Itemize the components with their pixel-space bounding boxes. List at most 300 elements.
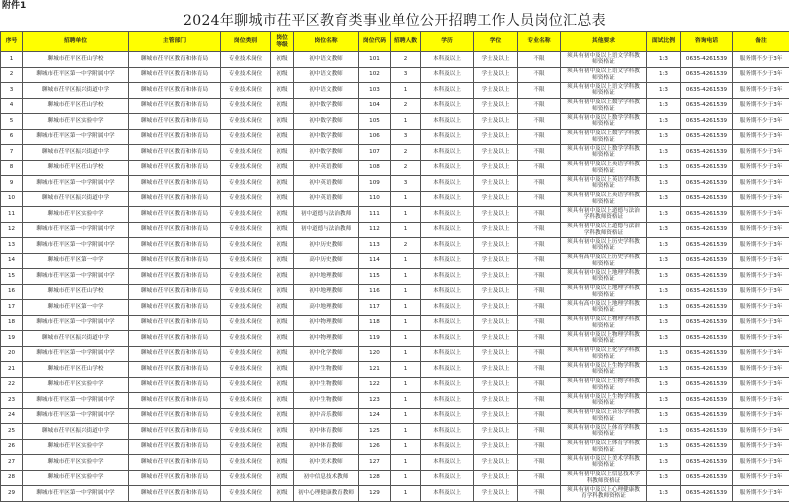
cell-remark: 服务期不少于3年 [733,393,789,409]
cell-seq: 12 [1,222,23,238]
column-header-interview-ratio: 面试比例 [647,32,681,52]
cell-education: 本科及以上 [421,52,474,68]
cell-seq: 24 [1,408,23,424]
cell-major: 不限 [518,377,561,393]
cell-major: 不限 [518,346,561,362]
cell-interview-ratio: 1:3 [647,424,681,440]
cell-major: 不限 [518,222,561,238]
cell-post-code: 119 [359,331,391,347]
cell-seq: 7 [1,145,23,161]
cell-post-category: 专业技术岗位 [221,176,271,192]
cell-post-level: 初级 [271,470,294,486]
cell-department: 聊城市茌平区教育和体育局 [129,470,221,486]
cell-department: 聊城市茌平区教育和体育局 [129,222,221,238]
cell-major: 不限 [518,284,561,300]
cell-education: 本科及以上 [421,114,474,130]
cell-degree: 学士及以上 [474,393,518,409]
cell-department: 聊城市茌平区教育和体育局 [129,207,221,223]
cell-phone: 0635-4261539 [681,176,733,192]
cell-interview-ratio: 1:3 [647,269,681,285]
cell-post-name: 初中英语教师 [294,176,359,192]
cell-post-level: 初级 [271,129,294,145]
cell-remark: 服务期不少于3年 [733,98,789,114]
cell-post-category: 专业技术岗位 [221,486,271,502]
cell-education: 本科及以上 [421,129,474,145]
column-header-degree: 学位 [474,32,518,52]
cell-remark: 服务期不少于3年 [733,269,789,285]
cell-post-code: 115 [359,269,391,285]
cell-other-requirements: 须具有初中及以上数学学科教师资格证 [561,114,647,130]
cell-post-category: 专业技术岗位 [221,408,271,424]
cell-post-category: 专业技术岗位 [221,160,271,176]
cell-education: 本科及以上 [421,408,474,424]
table-row [1,424,789,440]
cell-post-code: 122 [359,377,391,393]
cell-remark: 服务期不少于3年 [733,377,789,393]
cell-headcount: 1 [391,253,421,269]
cell-post-code: 108 [359,160,391,176]
cell-education: 本科及以上 [421,222,474,238]
column-header-other-requirements: 其他要求 [561,32,647,52]
cell-education: 本科及以上 [421,176,474,192]
cell-education: 本科及以上 [421,191,474,207]
cell-major: 不限 [518,253,561,269]
cell-unit: 聊城市茌平区茌山学校 [23,160,129,176]
cell-post-code: 128 [359,470,391,486]
cell-remark: 服务期不少于3年 [733,408,789,424]
table-row [1,160,789,176]
cell-degree: 学士及以上 [474,129,518,145]
cell-phone: 0635-4261539 [681,300,733,316]
cell-interview-ratio: 1:3 [647,300,681,316]
cell-seq: 25 [1,424,23,440]
cell-post-name: 初中生物教师 [294,362,359,378]
cell-post-category: 专业技术岗位 [221,284,271,300]
cell-interview-ratio: 1:3 [647,191,681,207]
cell-unit: 聊城市茌平区振兴街道中学 [23,331,129,347]
cell-education: 本科及以上 [421,331,474,347]
cell-department: 聊城市茌平区教育和体育局 [129,191,221,207]
cell-post-level: 初级 [271,284,294,300]
page-title: 2024年聊城市茌平区教育类事业单位公开招聘工作人员岗位汇总表 [0,12,789,31]
cell-department: 聊城市茌平区教育和体育局 [129,98,221,114]
cell-seq: 11 [1,207,23,223]
cell-post-category: 专业技术岗位 [221,114,271,130]
cell-phone: 0635-4261539 [681,67,733,83]
cell-degree: 学士及以上 [474,253,518,269]
cell-major: 不限 [518,300,561,316]
cell-post-code: 117 [359,300,391,316]
cell-post-category: 专业技术岗位 [221,207,271,223]
cell-phone: 0635-4261539 [681,377,733,393]
cell-remark: 服务期不少于3年 [733,315,789,331]
cell-post-level: 初级 [271,455,294,471]
cell-post-category: 专业技术岗位 [221,300,271,316]
cell-interview-ratio: 1:3 [647,222,681,238]
cell-phone: 0635-4261539 [681,315,733,331]
cell-education: 本科及以上 [421,284,474,300]
cell-post-level: 初级 [271,269,294,285]
cell-unit: 聊城市茌平区实验中学 [23,439,129,455]
cell-education: 本科及以上 [421,67,474,83]
column-header-post-code: 岗位代码 [359,32,391,52]
cell-department: 聊城市茌平区教育和体育局 [129,284,221,300]
cell-other-requirements: 须具有初中及以上美术学科教师资格证 [561,455,647,471]
cell-remark: 服务期不少于3年 [733,346,789,362]
cell-education: 本科及以上 [421,83,474,99]
cell-remark: 服务期不少于3年 [733,52,789,68]
cell-post-code: 101 [359,52,391,68]
cell-interview-ratio: 1:3 [647,377,681,393]
cell-seq: 16 [1,284,23,300]
cell-department: 聊城市茌平区教育和体育局 [129,160,221,176]
cell-department: 聊城市茌平区教育和体育局 [129,83,221,99]
cell-headcount: 2 [391,160,421,176]
cell-interview-ratio: 1:3 [647,160,681,176]
cell-post-level: 初级 [271,114,294,130]
cell-department: 聊城市茌平区教育和体育局 [129,377,221,393]
cell-post-code: 112 [359,222,391,238]
cell-interview-ratio: 1:3 [647,238,681,254]
cell-other-requirements: 须具有初中及以上道德与法治学科教师资格证 [561,222,647,238]
cell-post-level: 初级 [271,52,294,68]
cell-education: 本科及以上 [421,238,474,254]
cell-unit: 聊城市茌平区实验中学 [23,455,129,471]
cell-remark: 服务期不少于3年 [733,331,789,347]
cell-unit: 聊城市茌平区振兴街道中学 [23,83,129,99]
cell-interview-ratio: 1:3 [647,129,681,145]
cell-phone: 0635-4261539 [681,114,733,130]
cell-seq: 19 [1,331,23,347]
cell-post-code: 113 [359,238,391,254]
cell-interview-ratio: 1:3 [647,331,681,347]
column-header-seq: 序号 [1,32,23,52]
cell-phone: 0635-4261539 [681,284,733,300]
cell-post-category: 专业技术岗位 [221,362,271,378]
cell-degree: 学士及以上 [474,83,518,99]
cell-headcount: 1 [391,393,421,409]
cell-interview-ratio: 1:3 [647,393,681,409]
cell-seq: 14 [1,253,23,269]
cell-post-code: 114 [359,253,391,269]
cell-post-name: 初中体育教师 [294,424,359,440]
cell-degree: 学士及以上 [474,207,518,223]
cell-headcount: 2 [391,52,421,68]
cell-education: 本科及以上 [421,486,474,502]
table-row [1,207,789,223]
cell-degree: 学士及以上 [474,377,518,393]
cell-post-category: 专业技术岗位 [221,346,271,362]
cell-major: 不限 [518,176,561,192]
cell-other-requirements: 须具有初中及以上道德与法治学科教师资格证 [561,207,647,223]
cell-department: 聊城市茌平区教育和体育局 [129,176,221,192]
table-row [1,129,789,145]
cell-interview-ratio: 1:3 [647,207,681,223]
cell-unit: 聊城市茌平区实验中学 [23,207,129,223]
cell-post-code: 104 [359,98,391,114]
cell-remark: 服务期不少于3年 [733,176,789,192]
cell-headcount: 3 [391,129,421,145]
cell-post-code: 121 [359,362,391,378]
cell-headcount: 1 [391,331,421,347]
cell-phone: 0635-4261539 [681,83,733,99]
cell-headcount: 1 [391,114,421,130]
cell-department: 聊城市茌平区教育和体育局 [129,455,221,471]
cell-post-level: 初级 [271,300,294,316]
cell-degree: 学士及以上 [474,52,518,68]
cell-post-level: 初级 [271,176,294,192]
cell-headcount: 1 [391,362,421,378]
cell-remark: 服务期不少于3年 [733,160,789,176]
cell-post-category: 专业技术岗位 [221,222,271,238]
cell-unit: 聊城市茌平区第一中学附属中学 [23,269,129,285]
cell-unit: 聊城市茌平区第一中学附属中学 [23,315,129,331]
cell-department: 聊城市茌平区教育和体育局 [129,269,221,285]
cell-department: 聊城市茌平区教育和体育局 [129,238,221,254]
cell-other-requirements: 须具有初中及以上数学学科教师资格证 [561,129,647,145]
cell-post-code: 110 [359,191,391,207]
cell-degree: 学士及以上 [474,424,518,440]
cell-post-name: 初中英语教师 [294,191,359,207]
cell-interview-ratio: 1:3 [647,67,681,83]
cell-major: 不限 [518,114,561,130]
cell-post-category: 专业技术岗位 [221,83,271,99]
cell-seq: 17 [1,300,23,316]
cell-headcount: 1 [391,439,421,455]
cell-post-name: 初中生物教师 [294,377,359,393]
cell-remark: 服务期不少于3年 [733,486,789,502]
cell-phone: 0635-4261539 [681,222,733,238]
cell-post-level: 初级 [271,238,294,254]
cell-post-name: 初中道德与法治教师 [294,222,359,238]
cell-education: 本科及以上 [421,377,474,393]
cell-post-name: 初中体育教师 [294,439,359,455]
cell-degree: 学士及以上 [474,486,518,502]
cell-remark: 服务期不少于3年 [733,222,789,238]
cell-post-category: 专业技术岗位 [221,377,271,393]
table-row [1,455,789,471]
column-header-phone: 咨询电话 [681,32,733,52]
cell-major: 不限 [518,52,561,68]
cell-other-requirements: 须具有初中及以上地理学科教师资格证 [561,269,647,285]
cell-other-requirements: 须具有初中及以上历史学科教师资格证 [561,238,647,254]
cell-phone: 0635-4261539 [681,238,733,254]
cell-education: 本科及以上 [421,470,474,486]
cell-seq: 8 [1,160,23,176]
cell-education: 本科及以上 [421,393,474,409]
cell-interview-ratio: 1:3 [647,362,681,378]
cell-unit: 聊城市茌平区实验中学 [23,377,129,393]
cell-degree: 学士及以上 [474,300,518,316]
cell-degree: 学士及以上 [474,238,518,254]
table-row [1,114,789,130]
cell-other-requirements: 须具有初中及以上英语学科教师资格证 [561,160,647,176]
cell-post-level: 初级 [271,98,294,114]
cell-post-category: 专业技术岗位 [221,393,271,409]
column-header-unit: 招聘单位 [23,32,129,52]
table-row [1,253,789,269]
cell-phone: 0635-4261539 [681,346,733,362]
cell-post-code: 124 [359,408,391,424]
cell-unit: 聊城市茌平区振兴街道中学 [23,145,129,161]
cell-post-level: 初级 [271,253,294,269]
cell-headcount: 1 [391,191,421,207]
cell-unit: 聊城市茌平区第一中学附属中学 [23,486,129,502]
cell-education: 本科及以上 [421,315,474,331]
cell-interview-ratio: 1:3 [647,114,681,130]
cell-department: 聊城市茌平区教育和体育局 [129,52,221,68]
cell-remark: 服务期不少于3年 [733,455,789,471]
cell-interview-ratio: 1:3 [647,284,681,300]
cell-post-name: 初中音乐教师 [294,408,359,424]
cell-post-level: 初级 [271,408,294,424]
cell-unit: 聊城市茌平区振兴街道中学 [23,424,129,440]
cell-education: 本科及以上 [421,253,474,269]
cell-post-name: 初中化学教师 [294,346,359,362]
cell-degree: 学士及以上 [474,346,518,362]
column-header-department: 主管部门 [129,32,221,52]
cell-department: 聊城市茌平区教育和体育局 [129,67,221,83]
cell-major: 不限 [518,331,561,347]
cell-seq: 29 [1,486,23,502]
cell-post-category: 专业技术岗位 [221,253,271,269]
table-row [1,315,789,331]
column-header-remark: 备注 [733,32,789,52]
table-row [1,331,789,347]
cell-post-category: 专业技术岗位 [221,331,271,347]
cell-post-category: 专业技术岗位 [221,191,271,207]
cell-major: 不限 [518,362,561,378]
cell-other-requirements: 须具有初中及以上生物学科教师资格证 [561,393,647,409]
cell-post-category: 专业技术岗位 [221,424,271,440]
cell-department: 聊城市茌平区教育和体育局 [129,362,221,378]
table-row [1,486,789,502]
cell-seq: 1 [1,52,23,68]
cell-post-level: 初级 [271,191,294,207]
cell-post-level: 初级 [271,315,294,331]
cell-education: 本科及以上 [421,424,474,440]
cell-post-code: 107 [359,145,391,161]
cell-remark: 服务期不少于3年 [733,145,789,161]
cell-interview-ratio: 1:3 [647,346,681,362]
cell-major: 不限 [518,455,561,471]
cell-department: 聊城市茌平区教育和体育局 [129,393,221,409]
cell-post-level: 初级 [271,393,294,409]
cell-major: 不限 [518,129,561,145]
cell-remark: 服务期不少于3年 [733,83,789,99]
cell-phone: 0635-4261539 [681,98,733,114]
cell-post-level: 初级 [271,67,294,83]
column-header-post-level: 岗位等级 [271,32,294,52]
cell-phone: 0635-4261539 [681,331,733,347]
cell-post-name: 初中语文教师 [294,83,359,99]
table-row [1,52,789,68]
cell-headcount: 1 [391,470,421,486]
cell-other-requirements: 须具有初中及以上语文学科教师资格证 [561,83,647,99]
cell-post-category: 专业技术岗位 [221,470,271,486]
cell-phone: 0635-4261539 [681,439,733,455]
cell-post-category: 专业技术岗位 [221,145,271,161]
cell-department: 聊城市茌平区教育和体育局 [129,253,221,269]
cell-post-level: 初级 [271,486,294,502]
cell-remark: 服务期不少于3年 [733,67,789,83]
cell-post-level: 初级 [271,362,294,378]
cell-department: 聊城市茌平区教育和体育局 [129,114,221,130]
cell-other-requirements: 须具有初中及以上生物学科教师资格证 [561,377,647,393]
cell-degree: 学士及以上 [474,114,518,130]
cell-remark: 服务期不少于3年 [733,439,789,455]
column-header-post-name: 岗位名称 [294,32,359,52]
cell-unit: 聊城市茌平区第一中学附属中学 [23,346,129,362]
cell-major: 不限 [518,424,561,440]
table-row [1,222,789,238]
table-row [1,346,789,362]
cell-unit: 聊城市茌平区第一中学 [23,253,129,269]
cell-post-code: 118 [359,315,391,331]
cell-degree: 学士及以上 [474,67,518,83]
table-row [1,176,789,192]
cell-education: 本科及以上 [421,160,474,176]
cell-post-name: 初中语文教师 [294,52,359,68]
cell-unit: 聊城市茌平区实验中学 [23,114,129,130]
cell-seq: 2 [1,67,23,83]
cell-unit: 聊城市茌平区第一中学附属中学 [23,176,129,192]
cell-phone: 0635-4261539 [681,470,733,486]
cell-post-level: 初级 [271,331,294,347]
cell-phone: 0635-4261539 [681,362,733,378]
cell-unit: 聊城市茌平区第一中学附属中学 [23,129,129,145]
cell-interview-ratio: 1:3 [647,52,681,68]
cell-headcount: 3 [391,67,421,83]
cell-degree: 学士及以上 [474,408,518,424]
cell-post-name: 初中数学教师 [294,98,359,114]
cell-major: 不限 [518,98,561,114]
cell-department: 聊城市茌平区教育和体育局 [129,129,221,145]
cell-post-code: 111 [359,207,391,223]
cell-seq: 21 [1,362,23,378]
table-row [1,300,789,316]
cell-phone: 0635-4261539 [681,52,733,68]
cell-major: 不限 [518,486,561,502]
cell-seq: 13 [1,238,23,254]
cell-post-category: 专业技术岗位 [221,129,271,145]
cell-interview-ratio: 1:3 [647,486,681,502]
cell-phone: 0635-4261539 [681,207,733,223]
cell-education: 本科及以上 [421,300,474,316]
table-row [1,83,789,99]
table-row [1,238,789,254]
cell-remark: 服务期不少于3年 [733,362,789,378]
cell-department: 聊城市茌平区教育和体育局 [129,439,221,455]
cell-post-code: 116 [359,284,391,300]
recruitment-table [0,31,789,502]
cell-headcount: 1 [391,377,421,393]
cell-other-requirements: 须具有初中及以上地理学科教师资格证 [561,284,647,300]
cell-post-code: 109 [359,176,391,192]
cell-major: 不限 [518,160,561,176]
cell-phone: 0635-4261539 [681,145,733,161]
table-row [1,145,789,161]
cell-other-requirements: 须具有初中及以上体育学科教师资格证 [561,424,647,440]
table-row [1,269,789,285]
cell-post-name: 高中历史教师 [294,253,359,269]
cell-post-name: 初中数学教师 [294,114,359,130]
cell-post-name: 初中地理教师 [294,284,359,300]
cell-department: 聊城市茌平区教育和体育局 [129,424,221,440]
cell-remark: 服务期不少于3年 [733,424,789,440]
cell-unit: 聊城市茌平区第一中学 [23,300,129,316]
cell-remark: 服务期不少于3年 [733,300,789,316]
